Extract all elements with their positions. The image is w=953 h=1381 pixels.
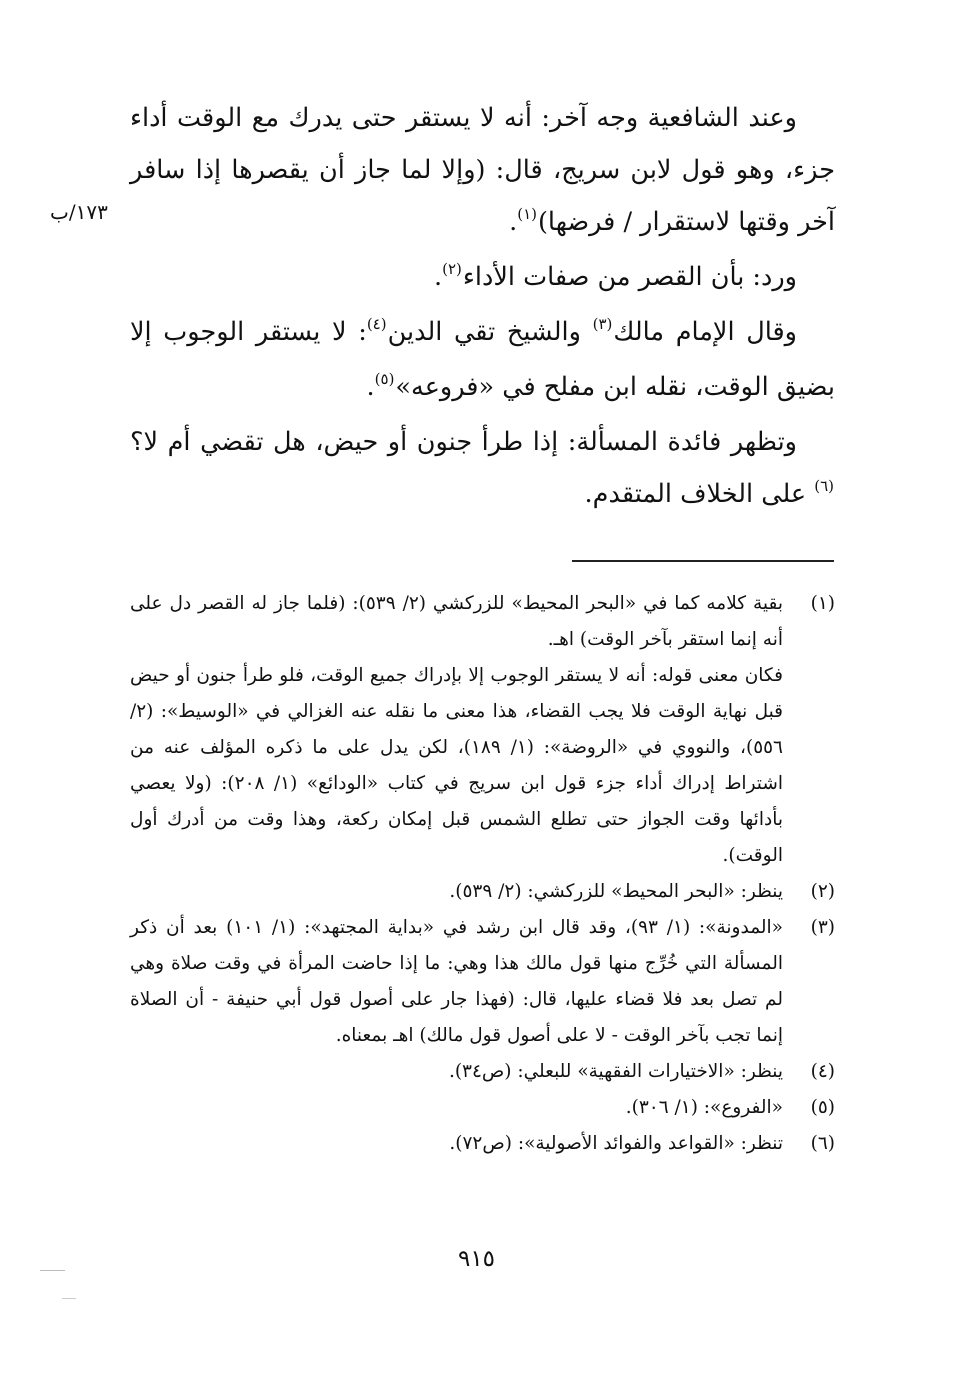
- paragraph-3-text-a: وقال الإمام مالك: [613, 317, 797, 347]
- footnote-1-number: (١): [810, 593, 835, 614]
- footnote-2-number: (٢): [810, 881, 835, 902]
- footnote-ref-6: (٦): [814, 477, 834, 495]
- footnote-4-number: (٤): [810, 1061, 835, 1082]
- footnote-separator: [572, 560, 834, 562]
- paragraph-3: وقال الإمام مالك$^{(٣)}$ والشيخ تقي الدين$^{(٤)}$: لا يستقر الوجوب إلا بضيق الوقت، نقله ابن مفلح في «فروعه»$^{(٥)}$.: [130, 315, 835, 402]
- footnote-1-body: [130, 586, 783, 874]
- footnote-ref-2: (٢): [442, 260, 462, 278]
- footnote-1: [130, 586, 835, 874]
- paragraph-3-text-c: : لا يستقر الوجوب إلا بضيق الوقت، نقله ابن مفلح في «فروعه»: [130, 317, 835, 402]
- footnote-5: [130, 1090, 835, 1126]
- paragraph-4: [130, 416, 835, 523]
- footnote-6: [130, 1126, 835, 1162]
- footnote-3: [130, 910, 835, 1054]
- scan-mark: [40, 1270, 65, 1271]
- paragraph-1: وعند الشافعية وجه آخر: أنه لا يستقر حتى يدرك مع الوقت أداء جزء، وهو قول لابن سريج، قال: (وإلا لما جاز أن يقصرها إذا سافر آخر وقتها لاستقرار / فرضها)$^{(١)}$.: [130, 103, 835, 237]
- footnotes: [130, 586, 835, 1162]
- footnote-5-text: «الفروع»: (١/ ٣٠٦).: [625, 1097, 783, 1118]
- paragraph-4-text-b: على الخلاف المتقدم.: [584, 479, 815, 509]
- paragraph-3-text-b: والشيخ تقي الدين: [387, 317, 593, 347]
- footnote-2-text: ينظر: «البحر المحيط» للزركشي: (٢/ ٥٣٩).: [449, 881, 783, 902]
- footnote-3-text: «المدونة»: (١/ ٩٣)، وقد قال ابن رشد في «بداية المجتهد»: (١/ ١٠١) بعد أن ذكر المسألة التي خُرِّج منها قول مالك هذا وهي: ما إذا حاضت المرأة في وقت صلاة وهي لم تصل بعد فلا قضاء عليها، قال: (فهذا جار على أصول قول أبي حنيفة - أن الصلاة إنما تجب بآخر الوقت - لا على أصول قول مالك) اهـ بمعناه.: [130, 917, 783, 1046]
- scan-mark-2: [62, 1298, 76, 1299]
- paragraph-2: ورد: بأن القصر من صفات الأداء$^{(٢)}$.: [434, 260, 797, 292]
- footnote-4: [130, 1054, 835, 1090]
- footnote-ref-1: (١): [517, 205, 537, 223]
- footnote-2: [130, 874, 835, 910]
- footnote-ref-3: (٣): [592, 315, 613, 333]
- main-text: [130, 92, 835, 523]
- footnote-4-text: ينظر: «الاختيارات الفقهية» للبعلي: (ص٣٤).: [448, 1061, 783, 1082]
- footnote-1-text-continued: فكان معنى قوله: أنه لا يستقر الوجوب إلا بإدراك جميع الوقت، فلو طرأ جنون أو حيض قبل نهاية الوقت فلا يجب القضاء، هذا معنى ما نقله عنه الغزالي في «الوسيط»: (٢/ ٥٥٦)، والنووي في «الروضة»: (١/ ١٨٩)، لكن يدل على ما ذكره المؤلف عنه من اشتراط إدراك أداء جزء قول ابن سريج في كتاب «الودائع» (١/ ٢٠٨): (ولا يعصي بأدائها وقت الجواز حتى تطلع الشمس قبل إمكان ركعة، وهذا وقت من أدرك أول الوقت).: [130, 665, 783, 866]
- footnote-5-number: (٥): [810, 1097, 835, 1118]
- paragraph-4-text-a: وتظهر فائدة المسألة: إذا طرأ جنون أو حيض، هل تقضي أم لا؟: [130, 427, 797, 457]
- paragraph-2-text: ورد: بأن القصر من صفات الأداء: [462, 262, 797, 292]
- manuscript-folio-note: ١٧٣/ب: [50, 200, 108, 224]
- footnote-ref-5: (٥): [374, 370, 395, 388]
- footnote-ref-4: (٤): [366, 315, 387, 333]
- footnote-3-number: (٣): [810, 917, 835, 938]
- footnote-1-text: بقية كلامه كما في «البحر المحيط» للزركشي (٢/ ٥٣٩): (فلما جاز له القصر دل على أنه إنما استقر بآخر الوقت) اهـ.: [130, 593, 783, 650]
- paragraph-1-text: وعند الشافعية وجه آخر: أنه لا يستقر حتى يدرك مع الوقت أداء جزء، وهو قول لابن سريج، قال: (وإلا لما جاز أن يقصرها إذا سافر آخر وقتها لاستقرار / فرضها): [130, 103, 835, 237]
- page-number: ٩١٥: [457, 1246, 496, 1272]
- footnote-6-number: (٦): [810, 1133, 835, 1154]
- footnote-6-text: تنظر: «القواعد والفوائد الأصولية»: (ص٧٢).: [449, 1133, 783, 1154]
